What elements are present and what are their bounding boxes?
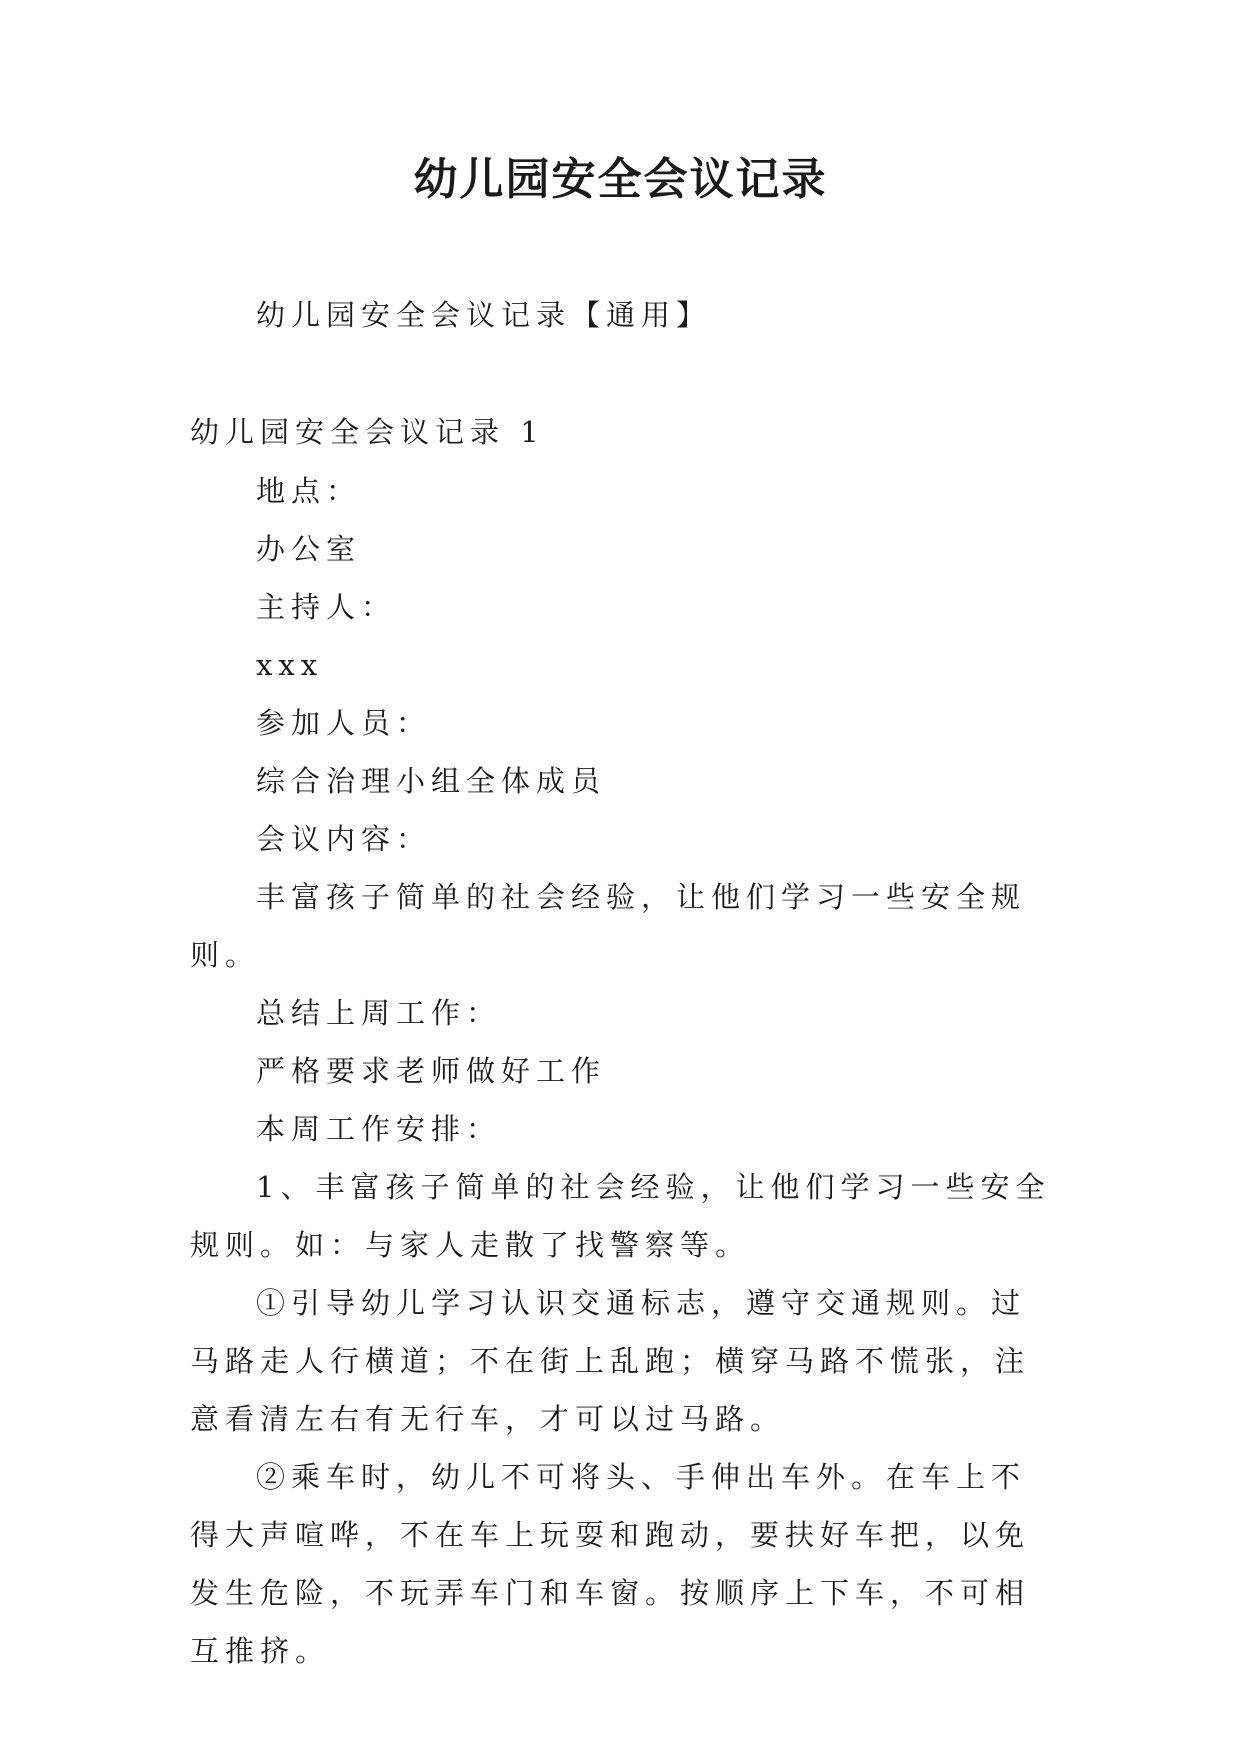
paragraph-attendees-value: 综合治理小组全体成员 bbox=[256, 764, 607, 798]
document-title: 幼儿园安全会议记录 bbox=[413, 154, 828, 205]
paragraph-content-value: 丰富孩子简单的社会经验，让他们学习一些安全规则。 bbox=[190, 880, 1027, 972]
paragraph-item-traffic: ①引导幼儿学习认识交通标志，遵守交通规则。过马路走人行横道；不在街上乱跑；横穿马路不慌张，注意看清左右有无行车，才可以过马路。 bbox=[190, 1286, 1031, 1436]
paragraph-location-value: 办公室 bbox=[256, 532, 362, 566]
paragraph-this-week-label: 本周工作安排： bbox=[256, 1112, 502, 1146]
paragraph-last-week-label: 总结上周工作： bbox=[256, 996, 502, 1030]
paragraph-last-week-value: 严格要求老师做好工作 bbox=[256, 1054, 607, 1088]
paragraph-location-label: 地点： bbox=[256, 474, 362, 508]
paragraph-host-value: xxx bbox=[256, 648, 324, 682]
document-body bbox=[190, 462, 1060, 1680]
paragraph-item-1: 1、丰富孩子简单的社会经验，让他们学习一些安全规则。如：与家人走散了找警察等。 bbox=[190, 1170, 1051, 1262]
paragraph-content-label: 会议内容： bbox=[256, 822, 432, 856]
paragraph-attendees-label: 参加人员： bbox=[256, 706, 432, 740]
document-subtitle: 幼儿园安全会议记录【通用】 bbox=[256, 298, 712, 332]
paragraph-host-label: 主持人： bbox=[256, 590, 397, 624]
section-heading: 幼儿园安全会议记录 1 bbox=[190, 415, 545, 449]
paragraph-item-riding: ②乘车时，幼儿不可将头、手伸出车外。在车上不得大声喧哗，不在车上玩耍和跑动，要扶好车把，以免发生危险，不玩弄车门和车窗。按顺序上下车，不可相互推挤。 bbox=[190, 1460, 1031, 1668]
